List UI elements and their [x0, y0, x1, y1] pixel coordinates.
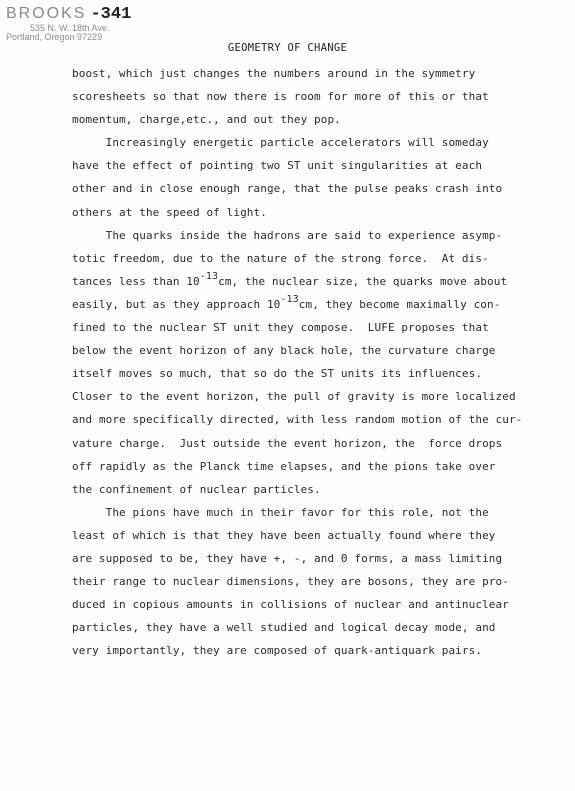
text-segment: have the effect of pointing two ST unit singularities at each	[72, 159, 483, 173]
text-segment: particles, they have a well studied and logical decay mode, and	[72, 621, 496, 635]
text-segment: vature charge. Just outside the event horizon, the force drops	[72, 436, 503, 450]
text-line	[72, 432, 520, 455]
text-segment: their range to nuclear dimensions, they are bosons, they are pro-	[72, 575, 509, 589]
text-line	[72, 478, 520, 501]
text-segment: other and in close enough range, that the pulse peaks crash into	[72, 182, 503, 196]
text-line	[72, 316, 520, 339]
text-line	[72, 547, 520, 570]
text-segment: off rapidly as the Planck time elapses, and the pions take over	[72, 459, 496, 473]
text-segment: fined to the nuclear ST unit they compose. LUFE proposes that	[72, 321, 489, 335]
superscript-exponent: -13	[199, 270, 219, 282]
text-segment: very importantly, they are composed of quark-antiquark pairs.	[72, 644, 483, 658]
text-line	[72, 570, 520, 593]
text-line	[72, 201, 520, 224]
text-segment: easily, but as they approach 10	[72, 297, 281, 311]
text-segment: momentum, charge,etc., and out they pop.	[72, 113, 341, 127]
text-line	[72, 639, 520, 662]
text-segment: least of which is that they have been actually found where they	[72, 528, 496, 542]
stamp-name: BROOKS	[6, 5, 87, 22]
text-line	[72, 616, 520, 639]
text-segment: scoresheets so that now there is room for more of this or that	[72, 90, 489, 104]
text-line	[72, 362, 520, 385]
page-title: GEOMETRY OF CHANGE	[227, 42, 348, 54]
body-text	[72, 62, 523, 662]
text-line	[72, 524, 520, 547]
text-line	[72, 593, 520, 616]
address-stamp	[6, 6, 131, 43]
text-segment: cm, they become maximally con-	[298, 297, 501, 311]
text-line	[72, 408, 523, 431]
text-line	[72, 131, 520, 154]
text-segment: are supposed to be, they have +, -, and 0 forms, a mass limiting	[72, 551, 503, 565]
stamp-address: 535 N. W. 18th Ave.	[30, 22, 110, 33]
text-segment: totic freedom, due to the nature of the strong force. At dis-	[72, 251, 489, 265]
text-segment: tances less than 10	[72, 274, 200, 288]
text-line	[72, 224, 520, 247]
text-segment: The quarks inside the hadrons are said to experience asymp-	[72, 228, 503, 242]
text-line	[72, 108, 520, 131]
text-line	[72, 85, 520, 108]
text-line	[72, 385, 520, 408]
text-line	[72, 455, 520, 478]
stamp-city: Portland, Oregon 97229	[6, 32, 103, 43]
text-line	[72, 339, 520, 362]
text-segment: and more specifically directed, with less random motion of the cur-	[72, 413, 523, 427]
text-segment: the confinement of nuclear particles.	[72, 482, 321, 496]
text-line	[72, 270, 520, 293]
text-segment: boost, which just changes the numbers around in the symmetry	[72, 67, 476, 80]
text-segment: Increasingly energetic particle accelerators will someday	[72, 136, 489, 150]
text-segment: duced in copious amounts in collisions of nuclear and antinuclear	[72, 598, 509, 612]
text-segment: itself moves so much, that so do the ST units its influences.	[72, 367, 483, 381]
text-line	[72, 154, 520, 177]
text-segment: cm, the nuclear size, the quarks move about	[218, 274, 508, 288]
text-line	[72, 177, 520, 200]
superscript-exponent: -13	[280, 293, 299, 305]
page-number: -341	[90, 5, 132, 24]
text-line	[72, 247, 520, 270]
text-segment: Closer to the event horizon, the pull of gravity is more localized	[72, 390, 516, 404]
text-segment: below the event horizon of any black hole, the curvature charge	[72, 344, 496, 358]
text-segment: others at the speed of light.	[72, 205, 267, 219]
text-line	[72, 293, 520, 316]
text-line	[72, 501, 520, 524]
text-line	[72, 62, 520, 85]
text-segment: The pions have much in their favor for this role, not the	[72, 505, 489, 519]
